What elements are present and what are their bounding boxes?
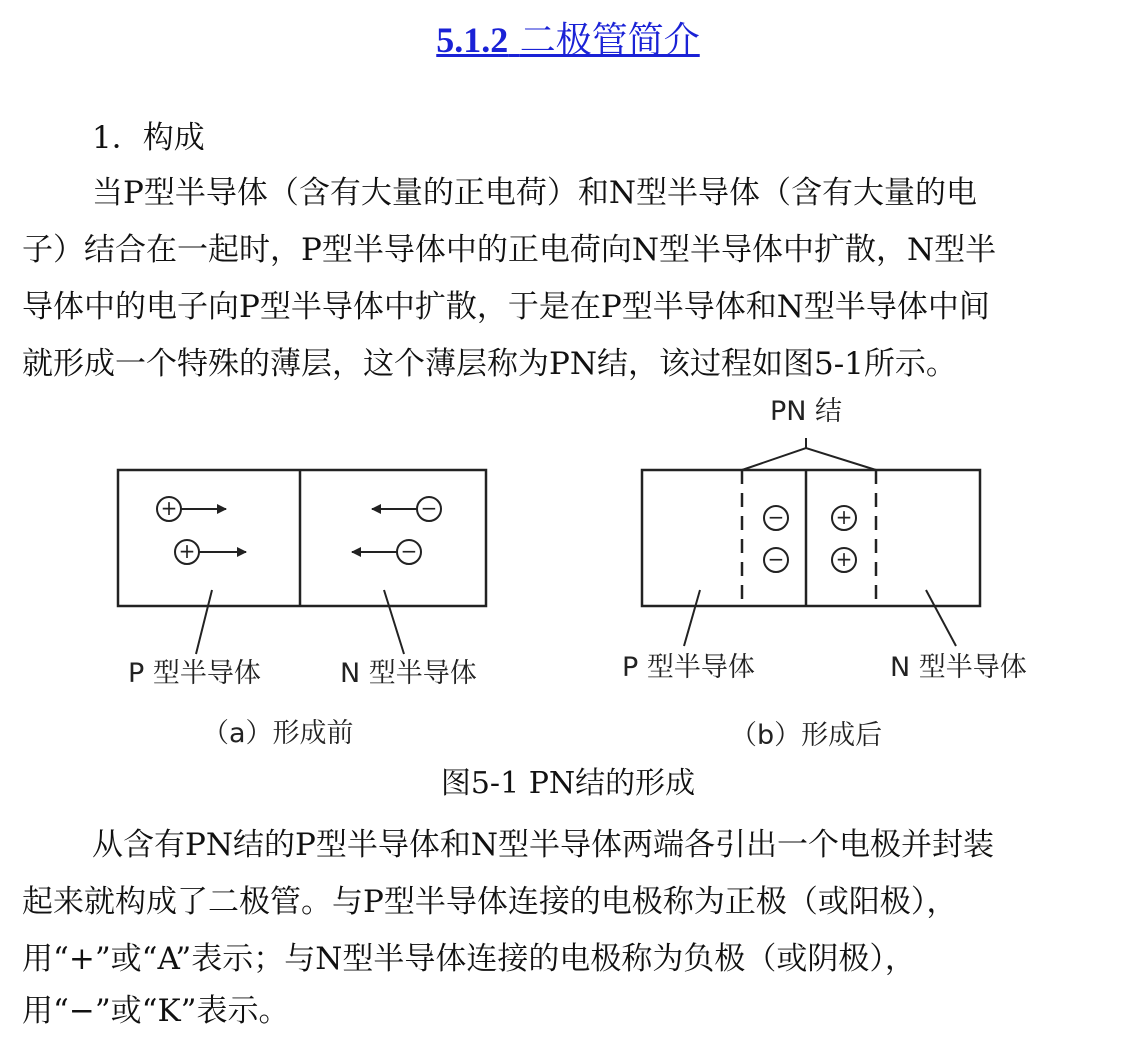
panel-caption-a: （a）形成前	[202, 718, 354, 749]
n-type-label: N 型半导体	[340, 658, 477, 689]
title-text: 二极管简介	[519, 20, 700, 61]
figure-caption: 图5-1 PN结的形成	[440, 766, 696, 801]
p-type-label: P 型半导体	[128, 658, 261, 689]
pn-junction-label: PN 结	[769, 396, 843, 427]
negative-charge	[397, 539, 421, 564]
negative-ion	[764, 547, 788, 572]
n-leader-line	[384, 590, 404, 654]
pn-junction-figure	[100, 390, 1040, 760]
positive-ion	[832, 505, 856, 530]
panel-caption-b: （b）形成后	[730, 720, 883, 751]
svg-text:+: +	[835, 547, 853, 571]
positive-ion	[832, 547, 856, 572]
p-type-label: P 型半导体	[622, 652, 755, 683]
svg-text:−: −	[400, 539, 418, 563]
left-block	[118, 470, 486, 606]
paragraph-line: 从含有PN结的P型半导体和N型半导体两端各引出一个电极并封装	[92, 827, 994, 863]
positive-charge	[175, 539, 199, 564]
svg-text:+: +	[178, 539, 196, 563]
n-type-label: N 型半导体	[890, 652, 1027, 683]
negative-ion	[764, 505, 788, 530]
panel-after	[622, 396, 1027, 751]
n-leader-line	[926, 590, 956, 646]
title-number: 5.1.2	[436, 20, 509, 60]
right-block	[642, 470, 980, 606]
negative-charge	[417, 496, 441, 521]
paragraph-line: 导体中的电子向P型半导体中扩散，于是在P型半导体和N型半导体中间	[22, 289, 990, 325]
paragraph-line: 用“+”或“A”表示；与N型半导体连接的电极称为负极（或阴极），	[22, 941, 916, 977]
paragraph-line: 就形成一个特殊的薄层，这个薄层称为PN结，该过程如图5-1所示。	[22, 346, 957, 382]
paragraph-line: 当P型半导体（含有大量的正电荷）和N型半导体（含有大量的电	[92, 175, 977, 211]
paragraph-line: 用“−”或“K”表示。	[22, 993, 290, 1029]
p-leader-line	[684, 590, 700, 646]
svg-text:+: +	[835, 505, 853, 529]
paragraph-line: 起来就构成了二极管。与P型半导体连接的电极称为正极（或阳极），	[22, 884, 958, 920]
junction-bracket	[742, 448, 876, 470]
svg-text:−: −	[767, 547, 785, 571]
panel-before	[118, 470, 486, 749]
section-heading: 1．构成	[92, 120, 205, 156]
positive-charge	[157, 496, 181, 521]
svg-text:−: −	[767, 505, 785, 529]
svg-text:+: +	[160, 496, 178, 520]
page-title[interactable]	[0, 16, 1136, 65]
paragraph-line: 子）结合在一起时，P型半导体中的正电荷向N型半导体中扩散，N型半	[22, 232, 997, 268]
p-leader-line	[196, 590, 212, 654]
svg-text:−: −	[420, 496, 438, 520]
